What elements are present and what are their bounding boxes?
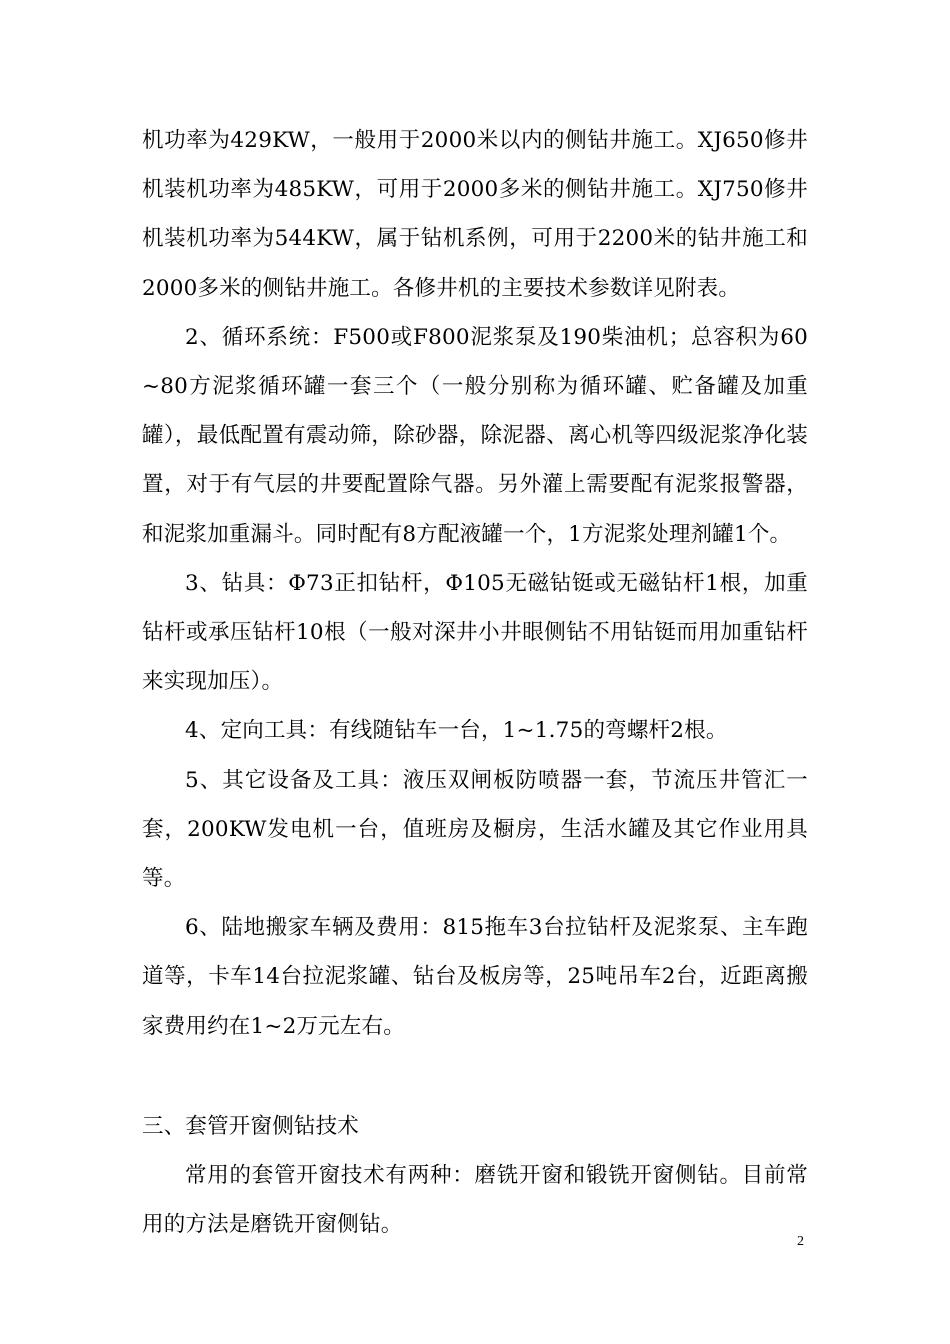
paragraph-drilling-tools: 3、钻具：Φ73正扣钻杆，Φ105无磁钻铤或无磁钻杆1根，加重钻杆或承压钻杆10根（一般对深井小井眼侧钻不用钻铤而用加重钻杆来实现加压）。	[142, 570, 808, 695]
paragraph-continued: 机功率为429KW，一般用于2000米以内的侧钻井施工。XJ650修井机装机功率为485KW，可用于2000多米的侧钻井施工。XJ750修井机装机功率为544KW，属于钻机系例，可用于2200米的钻井施工和2000多米的侧钻井施工。各修井机的主要技术参数详见附表。	[142, 128, 808, 301]
section-heading: 三、套管开窗侧钻技术	[142, 1113, 360, 1139]
paragraph-relocation-vehicles: 6、陆地搬家车辆及费用：815拖车3台拉钻杆及泥浆泵、主车跑道等，卡车14台拉泥浆罐、钻台及板房等，25吨吊车2台，近距离搬家费用约在1~2万元左右。	[142, 915, 808, 1039]
document-body	[142, 116, 808, 1249]
paragraph-casing-window: 常用的套管开窗技术有两种：磨铣开窗和锻铣开窗侧钻。目前常用的方法是磨铣开窗侧钻。	[142, 1163, 808, 1238]
paragraph-other-equipment: 5、其它设备及工具：液压双闸板防喷器一套，节流压井管汇一套，200KW发电机一台，值班房及橱房，生活水罐及其它作业用具等。	[142, 767, 808, 892]
paragraph-circulation-system: 2、循环系统：F500或F800泥浆泵及190柴油机；总容积为60~80方泥浆循环罐一套三个（一般分别称为循环罐、贮备罐及加重罐），最低配置有震动筛，除砂器，除泥器、离心机等四级泥浆净化装置，对于有气层的井要配置除气器。另外灌上需要配有泥浆报警器，和泥浆加重漏斗。同时配有8方配液罐一个，1方泥浆处理剂罐1个。	[142, 324, 808, 547]
paragraph-directional-tools: 4、定向工具：有线随钻车一台，1~1.75的弯螺杆2根。	[185, 718, 728, 744]
page-number: 2	[797, 1234, 804, 1249]
